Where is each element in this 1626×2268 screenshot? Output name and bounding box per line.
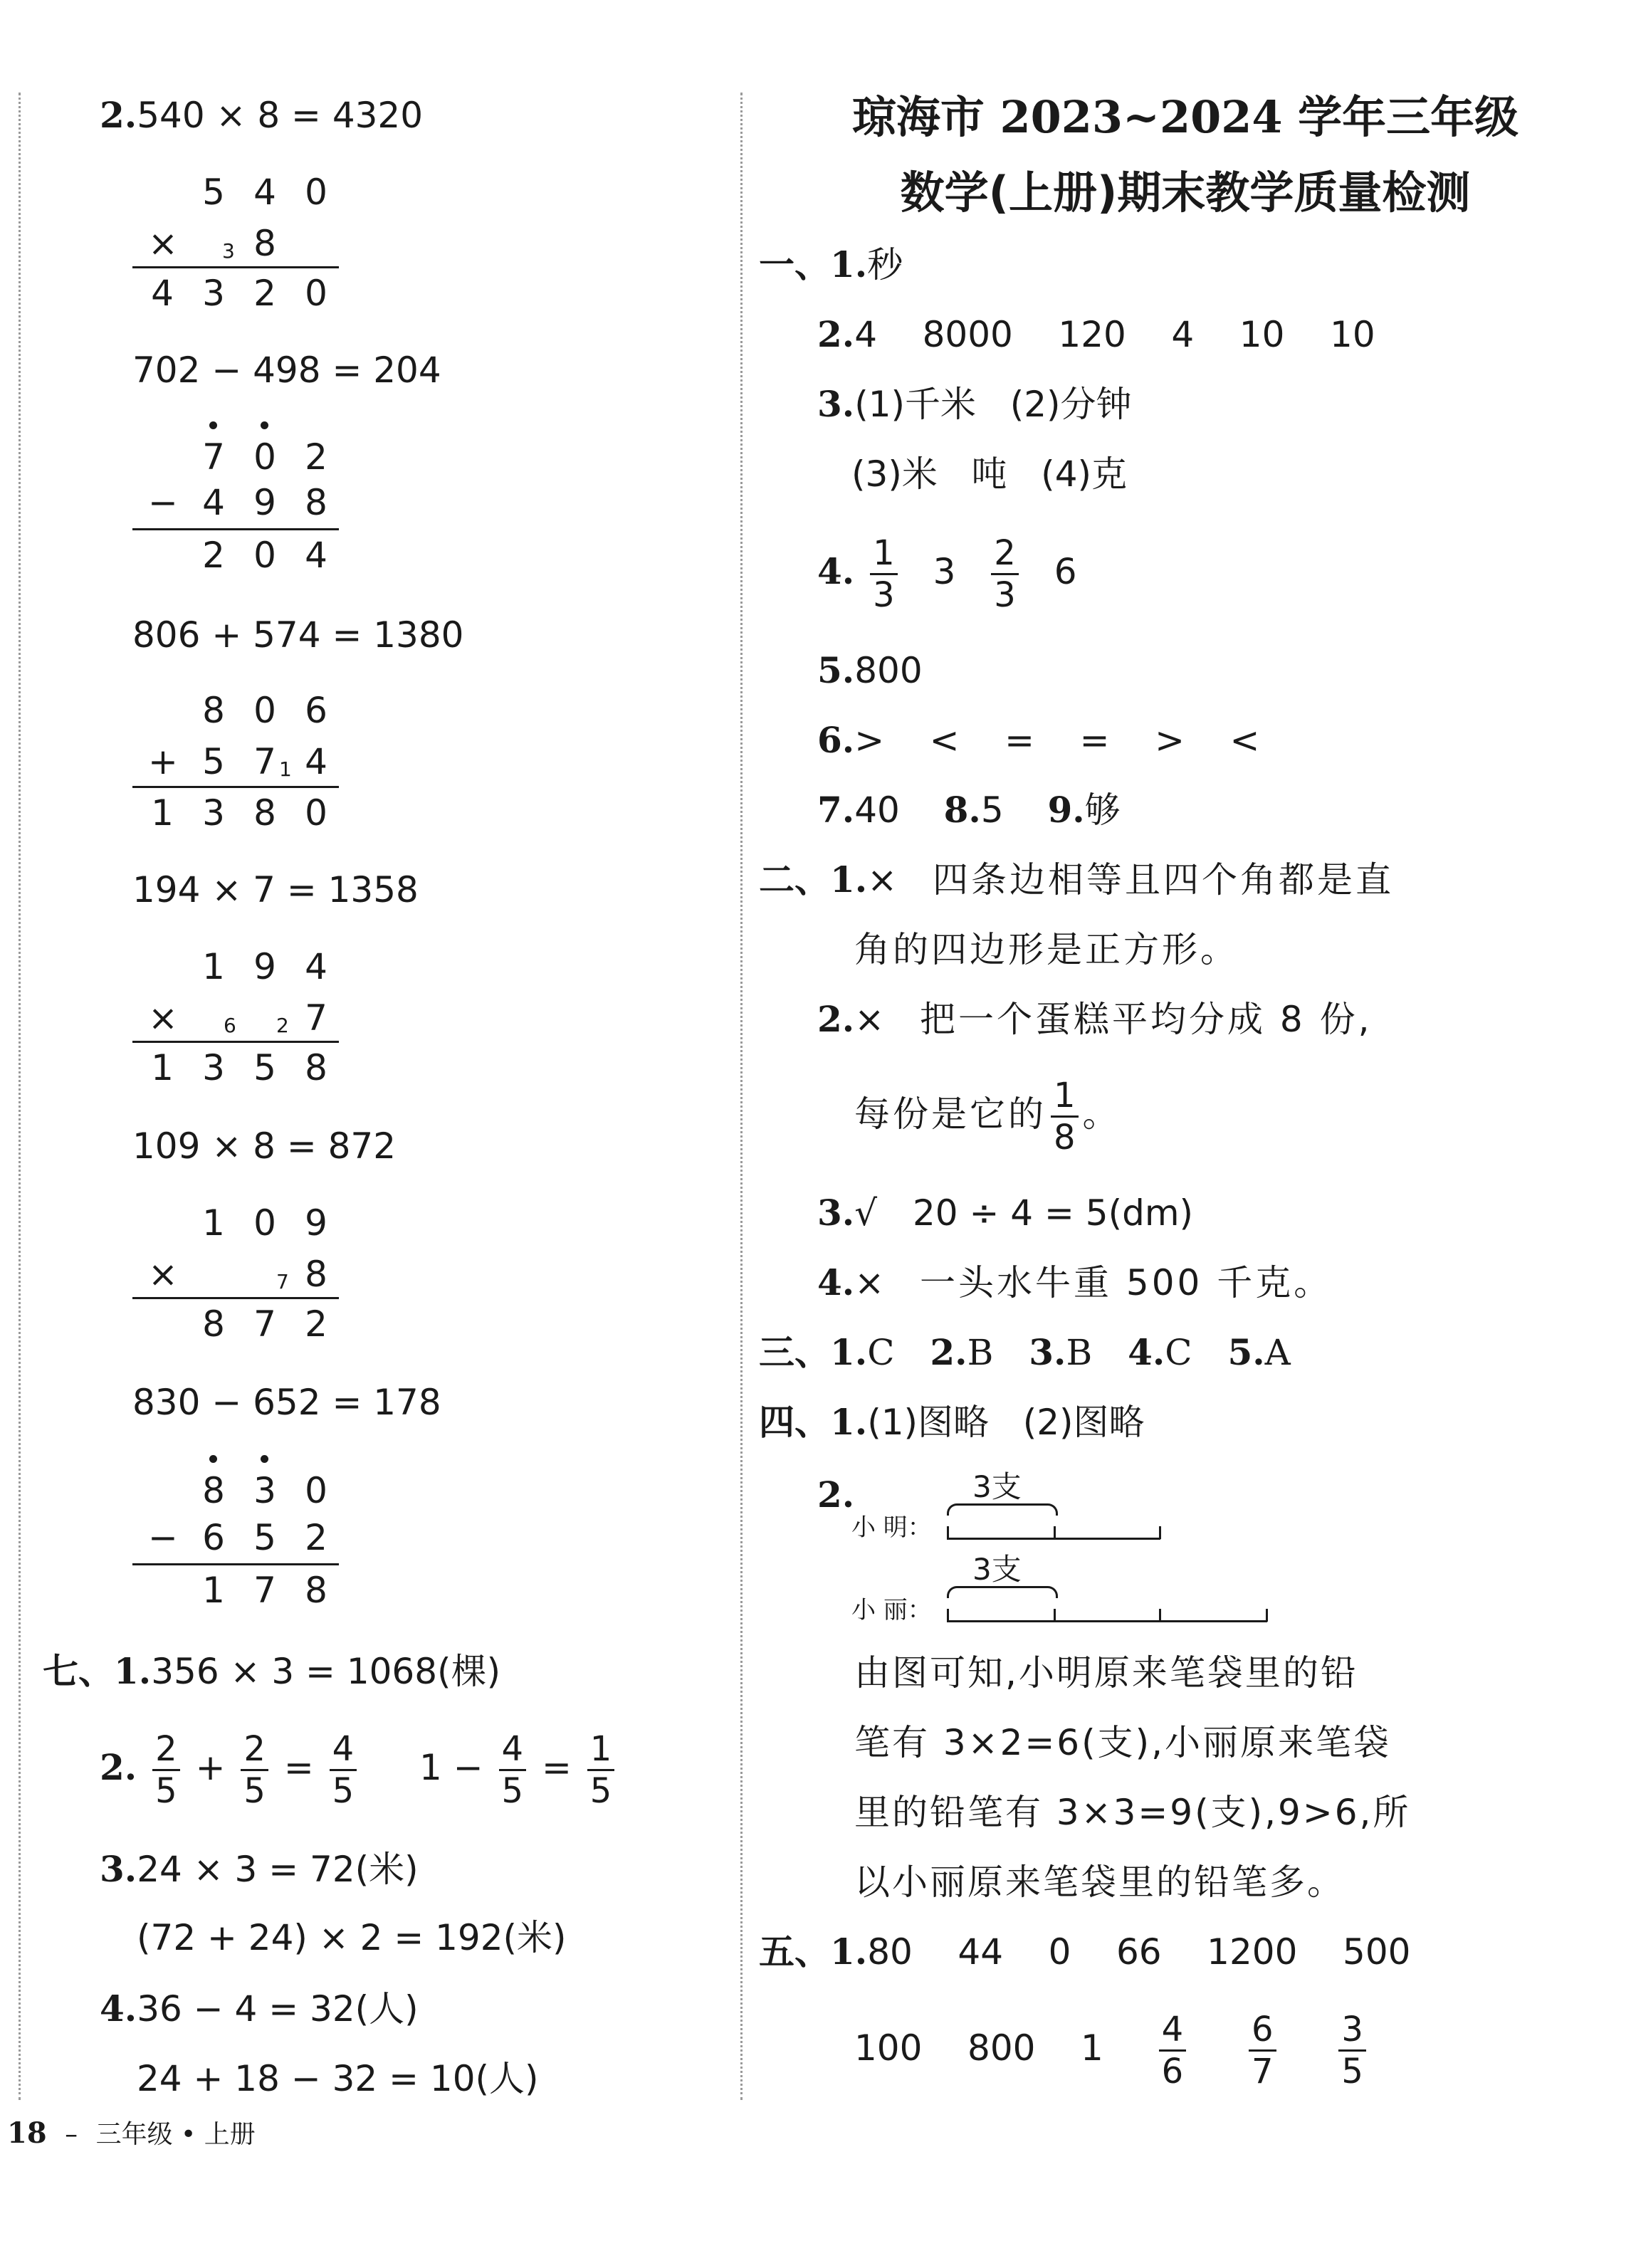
digit: 8 — [305, 1254, 327, 1295]
numerator: 4 — [330, 1729, 357, 1771]
s1-q1 — [759, 242, 903, 288]
digit: 0 — [253, 535, 276, 576]
question-number: 8. — [943, 789, 981, 831]
question-number: 3. — [100, 1848, 137, 1890]
footer-text: 三年级 • 上册 — [95, 2120, 256, 2149]
denominator: 5 — [155, 1771, 177, 1811]
answer-text: 。 — [1082, 1093, 1118, 1135]
question-number: 7. — [817, 789, 855, 831]
s4-q1 — [759, 1400, 1145, 1445]
answer-text: 20 ÷ 4 = 5(dm) — [912, 1192, 1194, 1234]
borrow-dot — [261, 1455, 268, 1463]
bar-tick — [1159, 1609, 1161, 1622]
digit: 4 — [253, 172, 276, 213]
digit: 5 — [202, 172, 225, 213]
digit: 6 — [305, 690, 327, 731]
question-number: 5. — [1227, 1331, 1265, 1373]
column-divider — [740, 93, 743, 2100]
calc-rule — [132, 528, 339, 530]
choice-answer: B — [967, 1332, 994, 1373]
answer-text: 角的四边形是正方形。 — [854, 929, 1239, 970]
answer-text: 80 44 0 66 1200 500 — [867, 1931, 1411, 1973]
calc-rule — [132, 1297, 339, 1299]
denominator: 5 — [332, 1771, 355, 1811]
digit: 4 — [202, 482, 225, 523]
carry-digit: 3 — [222, 239, 235, 263]
digit: 3 — [202, 273, 225, 314]
fraction — [241, 1729, 268, 1811]
calc-rule — [132, 786, 339, 788]
section-label: 四、 — [759, 1401, 830, 1443]
s5-q1 — [759, 1929, 1410, 1975]
digit: 8 — [202, 1303, 225, 1345]
s1-q5 — [817, 648, 923, 693]
section-7-q1 — [43, 1649, 500, 1694]
digit: 0 — [305, 1470, 327, 1511]
question-number: 1. — [830, 1331, 868, 1373]
calc-rule — [132, 1041, 339, 1043]
digit: 4 — [305, 535, 327, 576]
digit: 9 — [253, 946, 276, 987]
question-number: 2. — [100, 94, 137, 136]
question-number: 1. — [114, 1650, 152, 1692]
operator: = — [283, 1747, 314, 1788]
digit: 6 — [202, 1517, 225, 1558]
borrow-dot — [209, 1455, 217, 1463]
digit: 2 — [305, 1303, 327, 1345]
fraction — [1249, 2010, 1276, 2091]
answer-text: 800 — [854, 650, 923, 691]
digit: 5 — [253, 1047, 276, 1088]
answer-text: (3)米 吨 (4)克 — [851, 453, 1128, 495]
digit: 8 — [305, 1047, 327, 1088]
digit: 7 — [305, 997, 327, 1039]
fraction — [499, 1729, 527, 1811]
bar-tick — [1054, 1609, 1056, 1622]
numerator: 1 — [587, 1729, 615, 1771]
question-number: 2. — [930, 1331, 967, 1373]
row-label-xiaoming: 小 明： — [851, 1513, 932, 1542]
numerator: 1 — [870, 533, 898, 575]
digit: 9 — [305, 1202, 327, 1244]
fraction — [1338, 2010, 1366, 2091]
section-7-q4 — [100, 1986, 419, 2032]
question-number: 2. — [100, 1746, 137, 1788]
carry-digit: 1 — [279, 757, 292, 781]
section-label: 一、 — [759, 243, 830, 285]
digit: 7 — [253, 1303, 276, 1345]
segment-label: 3支 — [972, 1469, 1022, 1504]
s4-q2-number — [817, 1472, 854, 1518]
denominator: 5 — [501, 1771, 524, 1811]
answer-text: 够 — [1084, 789, 1121, 831]
answer-text: 24 + 18 − 32 = 10(人) — [137, 2058, 539, 2099]
fraction — [1159, 2010, 1187, 2091]
digit: 5 — [253, 1517, 276, 1558]
fraction — [330, 1729, 357, 1811]
fraction — [1051, 1076, 1079, 1157]
section-label: 七、 — [43, 1650, 114, 1692]
numerator: 1 — [1051, 1076, 1079, 1118]
digit: 3 — [202, 792, 225, 834]
s2-q2-line2 — [854, 1068, 1118, 1160]
digit: 4 — [305, 741, 327, 782]
answer-text: 一头水牛重 500 千克。 — [920, 1262, 1333, 1303]
digit: 8 — [305, 482, 327, 523]
page-title-line-1 — [762, 85, 1609, 149]
s1-q4 — [817, 525, 1097, 618]
answer-text: 4 8000 120 4 10 10 — [854, 314, 1375, 355]
operator: − — [148, 1517, 178, 1558]
equation: 109 × 8 = 872 — [132, 1125, 397, 1167]
operator: × — [148, 223, 178, 264]
bar-tick — [1054, 1526, 1056, 1539]
page-title-line-2: 数学(上册)期末教学质量检测 — [900, 167, 1471, 219]
answer-text: 36 − 4 = 32(人) — [137, 1988, 419, 2030]
fraction — [587, 1729, 615, 1811]
s1-q6 — [817, 718, 1259, 763]
digit: 2 — [253, 273, 276, 314]
denominator: 6 — [1161, 2052, 1184, 2091]
answer-text: (1)千米 (2)分钟 — [854, 384, 1132, 425]
operator: + — [195, 1747, 226, 1788]
choice-answer: B — [1066, 1332, 1093, 1373]
answer-text: 356 × 3 = 1068(棵) — [151, 1651, 501, 1692]
denominator: 5 — [243, 1771, 266, 1811]
choice-answer: C — [867, 1332, 895, 1373]
digit: 1 — [151, 1047, 174, 1088]
question-number: 1. — [830, 859, 868, 901]
digit: 1 — [151, 792, 174, 834]
bar-xiaoli — [947, 1620, 1267, 1622]
question-number: 4. — [817, 550, 855, 592]
section-label: 二、 — [759, 859, 830, 901]
numerator: 2 — [991, 533, 1019, 575]
denominator: 5 — [1341, 2052, 1363, 2091]
title-text: 学年三年级 — [1282, 91, 1519, 143]
equation: 806 + 574 = 1380 — [132, 614, 464, 656]
digit: 4 — [305, 946, 327, 987]
digit: 0 — [253, 1202, 276, 1244]
carry-digit: 7 — [276, 1270, 289, 1293]
answer-text: 5 — [980, 789, 1004, 831]
question-number: 1. — [830, 1401, 868, 1443]
numerator: 4 — [1159, 2010, 1187, 2052]
s2-q3 — [817, 1190, 1193, 1236]
digit: 7 — [253, 741, 276, 782]
judgement-mark: × — [854, 1262, 885, 1303]
answer-text: > < = = > < — [854, 720, 1260, 761]
digit: 8 — [253, 792, 276, 834]
explanation-text: 笔有 3×2=6(支),小丽原来笔袋 — [854, 1722, 1392, 1763]
digit: 8 — [202, 690, 225, 731]
digit: 0 — [305, 792, 327, 834]
question-number: 4. — [817, 1261, 855, 1303]
answer-text: 24 × 3 = 72(米) — [137, 1849, 419, 1890]
s2-q4 — [817, 1260, 1332, 1306]
operator: × — [148, 997, 178, 1039]
equation: 830 − 652 = 178 — [132, 1382, 441, 1423]
operator: × — [148, 1254, 178, 1295]
question-number: 2. — [817, 1474, 855, 1516]
carry-digit: 6 — [224, 1014, 236, 1037]
calc-rule — [132, 266, 339, 268]
bar-tick — [947, 1609, 949, 1622]
equation: 194 × 7 = 1358 — [132, 869, 419, 910]
s1-q2 — [817, 312, 1375, 357]
digit: 8 — [305, 1570, 327, 1611]
digit: 0 — [305, 273, 327, 314]
segment-brace — [947, 1503, 1058, 1516]
digit: 1 — [202, 1570, 225, 1611]
digit: 7 — [202, 436, 225, 478]
answer-text: 每份是它的 — [854, 1093, 1047, 1135]
numerator: 3 — [1338, 2010, 1366, 2052]
carry-digit: 2 — [276, 1014, 289, 1037]
bar-tick — [1266, 1609, 1268, 1622]
denominator: 3 — [994, 575, 1016, 615]
title-text: 琼海市 — [851, 91, 1000, 143]
judgement-mark: × — [867, 859, 898, 901]
s2-q1 — [759, 857, 1394, 903]
s3-answers — [759, 1330, 1291, 1375]
denominator: 3 — [873, 575, 895, 615]
calc-rule — [132, 1563, 339, 1565]
question-number: 3. — [1029, 1331, 1066, 1373]
answer-text: (1)图略 (2)图略 — [867, 1402, 1145, 1443]
denominator: 8 — [1054, 1118, 1076, 1157]
digit: 0 — [305, 172, 327, 213]
digit: 2 — [305, 436, 327, 478]
digit: 1 — [202, 946, 225, 987]
answer-text: 四条边相等且四个角都是直 — [933, 859, 1395, 901]
digit: 8 — [253, 223, 276, 264]
operator: = — [541, 1747, 572, 1788]
choice-answer: A — [1264, 1332, 1291, 1373]
question-number: 1. — [830, 1931, 868, 1973]
explanation-text: 由图可知,小明原来笔袋里的铅 — [854, 1652, 1358, 1694]
answer-text: 3 — [933, 551, 956, 592]
question-number: 1. — [830, 243, 868, 285]
expression: 1 − — [419, 1747, 483, 1788]
section-7-q3 — [100, 1847, 419, 1892]
question-number: 2. — [817, 313, 855, 355]
s2-q2 — [817, 997, 1373, 1042]
explanation-text: 以小丽原来笔袋里的铅笔多。 — [854, 1862, 1345, 1903]
left-margin-rule — [19, 93, 21, 2100]
digit: 1 — [202, 1202, 225, 1244]
operator: + — [148, 741, 178, 782]
row-label-xiaoli: 小 丽： — [851, 1596, 932, 1624]
numerator: 2 — [152, 1729, 180, 1771]
question-number: 5. — [817, 649, 855, 691]
denominator: 5 — [589, 1771, 612, 1811]
answer-text: 秒 — [867, 244, 903, 285]
segment-label: 3支 — [972, 1552, 1022, 1587]
digit: 4 — [151, 273, 174, 314]
fraction — [152, 1729, 180, 1811]
answer-text: 6 — [1054, 551, 1077, 592]
digit: 0 — [253, 436, 276, 478]
answer-text: 100 800 1 — [854, 2027, 1103, 2069]
segment-brace — [947, 1586, 1058, 1598]
digit: 3 — [202, 1047, 225, 1088]
numerator: 2 — [241, 1729, 268, 1771]
equation: 540 × 8 = 4320 — [137, 95, 424, 136]
answer-text: 40 — [854, 789, 900, 831]
fraction — [991, 533, 1019, 615]
digit: 5 — [202, 741, 225, 782]
digit: 0 — [253, 690, 276, 731]
question-number: 9. — [1047, 789, 1085, 831]
numerator: 4 — [499, 1729, 527, 1771]
title-years: 2023~2024 — [1000, 91, 1283, 143]
question-number: 3. — [817, 1192, 855, 1234]
left-q2-heading — [100, 93, 423, 138]
judgement-mark: √ — [854, 1192, 878, 1234]
digit: 7 — [253, 1570, 276, 1611]
equation: 702 − 498 = 204 — [132, 350, 441, 391]
denominator: 7 — [1252, 2052, 1274, 2091]
borrow-dot — [261, 421, 268, 429]
answer-text: 把一个蛋糕平均分成 8 份, — [920, 999, 1373, 1040]
borrow-dot — [209, 421, 217, 429]
operator: − — [148, 482, 178, 523]
section-label: 五、 — [759, 1931, 830, 1973]
bar-tick — [1159, 1526, 1161, 1539]
section-7-q2 — [100, 1721, 619, 1814]
digit: 8 — [202, 1470, 225, 1511]
question-number: 2. — [817, 998, 855, 1040]
bar-tick — [947, 1526, 949, 1539]
digit: 2 — [305, 1517, 327, 1558]
s1-q3 — [817, 382, 1132, 427]
s1-q7-9 — [817, 787, 1121, 833]
numerator: 6 — [1249, 2010, 1276, 2052]
fraction — [870, 533, 898, 615]
digit: 3 — [253, 1470, 276, 1511]
explanation-text: 里的铅笔有 3×3=9(支),9>6,所 — [854, 1792, 1411, 1833]
digit: 9 — [253, 482, 276, 523]
judgement-mark: × — [854, 999, 885, 1040]
s5-q1-line2 — [854, 2002, 1370, 2094]
answer-text: (72 + 24) × 2 = 192(米) — [137, 1917, 567, 1958]
footer-dash: – — [65, 2120, 78, 2149]
page-number: 18 — [7, 2116, 47, 2150]
digit: 2 — [202, 535, 225, 576]
question-number: 4. — [1128, 1331, 1165, 1373]
question-number: 6. — [817, 719, 855, 761]
question-number: 3. — [817, 383, 855, 425]
page-footer — [7, 2116, 256, 2153]
section-label: 三、 — [759, 1331, 830, 1373]
question-number: 4. — [100, 1988, 137, 2030]
choice-answer: C — [1165, 1332, 1192, 1373]
